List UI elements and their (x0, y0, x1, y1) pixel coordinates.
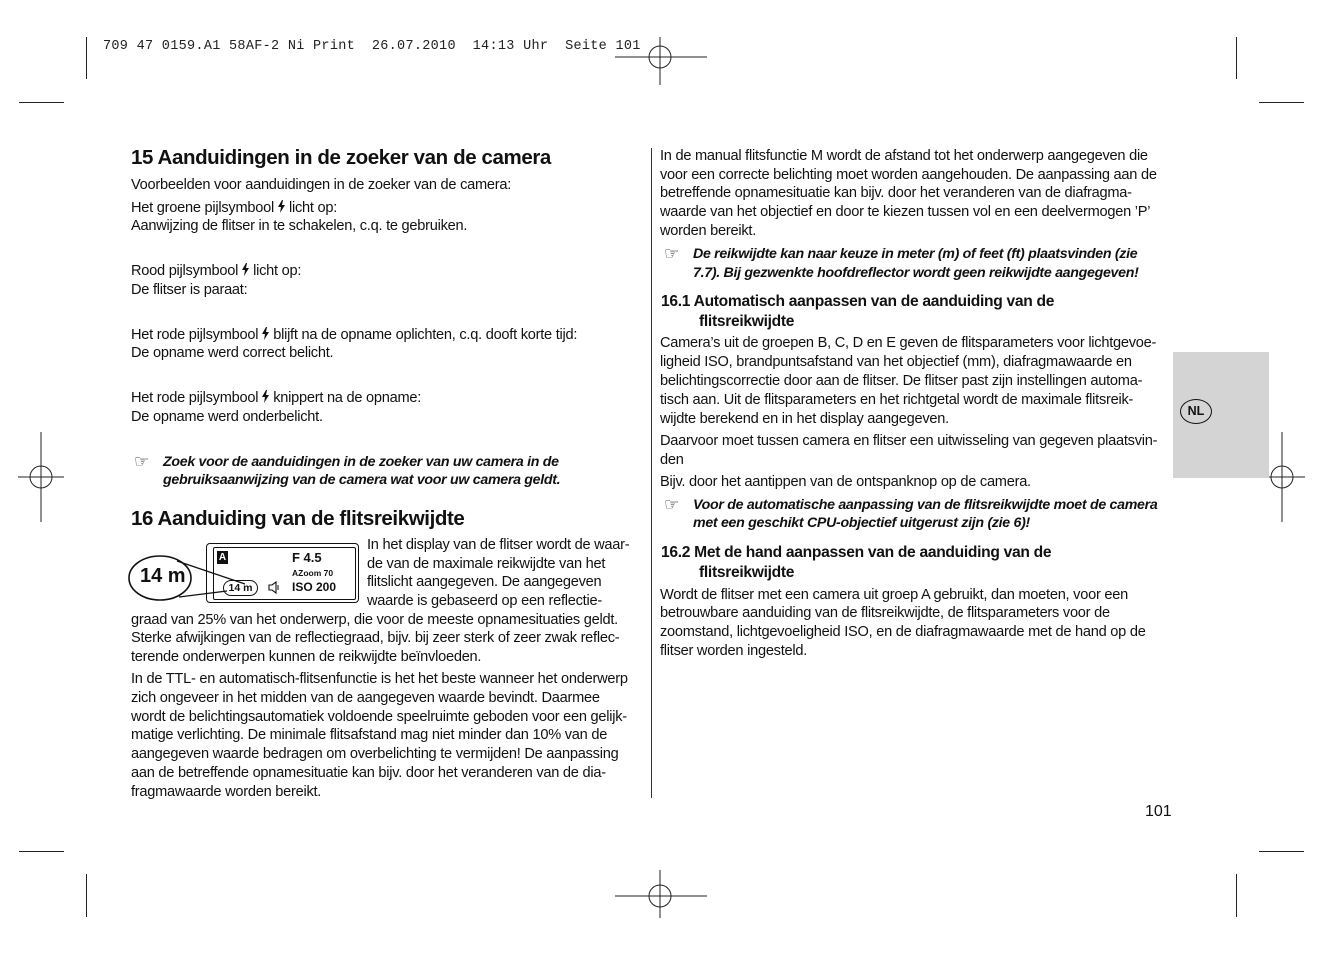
page-number: 101 (1145, 803, 1172, 820)
registration-mark-left (18, 432, 64, 522)
paragraph-line: Aanwijzing de flitser in te schakelen, c.q. te gebruiken. (131, 218, 468, 234)
flash-arrow-icon (241, 263, 250, 276)
paragraph-line: Camera’s uit de groepen B, C, D en E geven de flitsparameters voor lichtgevoe- (660, 335, 1157, 351)
paragraph-line: belichtingscorrectie door aan de flitser. De flitser past zijn instellingen automa- (660, 373, 1143, 389)
crop-mark (1259, 851, 1304, 852)
paragraph-line: den (660, 452, 684, 468)
paragraph-line: flitslicht aangegeven. De aangegeven (367, 574, 602, 590)
paragraph-line: zich ongeveer in het midden van de aangegeven waarde bevindt. Daarmee (131, 690, 600, 706)
note-line: gebruiksaanwijzing van de camera wat voor uw camera geldt. (163, 472, 561, 488)
range-value-large: 14 m (140, 565, 186, 587)
pointing-hand-icon: ☞ (134, 452, 150, 471)
text: Het groene pijlsymbool (131, 200, 274, 216)
paragraph-line: De flitser is paraat: (131, 282, 248, 298)
paragraph-line: fragmawaarde worden bereikt. (131, 784, 322, 800)
paragraph-line: betrouwbare aanduiding van de flitsreikwijdte, de flitsparameters voor de (660, 605, 1110, 621)
flash-arrow-icon (261, 390, 270, 403)
flash-arrow-icon (277, 200, 286, 213)
paragraph-line: graad van 25% van het onderwerp, die voor de meeste opnamesituaties geldt. (131, 612, 618, 628)
paragraph-line: waarde is gebaseerd op een reflectie- (367, 593, 602, 609)
language-badge: NL (1180, 399, 1212, 424)
speaker-icon (268, 581, 280, 594)
text: Het rode pijlsymbool (131, 327, 259, 343)
section-16-1-title: 16.1 Automatisch aanpassen van de aanduiding van de (661, 293, 1055, 310)
crop-mark (1236, 37, 1237, 79)
text: blijft na de opname oplichten, c.q. dooft korte tijd: (273, 327, 578, 343)
paragraph-line: de van de maximale reikwijdte van het (367, 556, 606, 572)
range-value-small: 14 m (223, 580, 258, 596)
crop-mark (1259, 102, 1304, 103)
pointing-hand-icon: ☞ (664, 495, 680, 514)
text: Rood pijlsymbool (131, 263, 239, 279)
paragraph-line: Sterke afwijkingen van de reflectiegraad, bijv. bij zeer sterk of zeer zwak reflec- (131, 630, 620, 646)
paragraph-line: wordt de belichtingsautomatiek voldoende speelruimte geboden voor een gelijk- (131, 709, 627, 725)
iso-value: ISO 200 (292, 580, 337, 594)
pointing-hand-icon: ☞ (664, 244, 680, 263)
paragraph-line: tisch aan. Uit de flitsparameters en het richtgetal wordt de maximale flitsreik- (660, 392, 1134, 408)
registration-mark-top (615, 37, 707, 85)
paragraph-line: matige verlichting. De minimale flitsafstand mag niet minder dan 10% van de (131, 727, 608, 743)
crop-mark (86, 874, 87, 917)
paragraph-line: ligheid ISO, brandpuntsafstand van het objectief (mm), diafragmawaarde en (660, 354, 1132, 370)
paragraph-line: In de manual flitsfunctie M wordt de afstand tot het onderwerp aangegeven die (660, 148, 1148, 164)
paragraph-line: worden bereikt. (660, 223, 757, 239)
paragraph-line (131, 199, 337, 218)
paragraph-line: betreffende opnamesituatie kan bijv. door het veranderen van de diafragma- (660, 185, 1132, 201)
paragraph-line (131, 262, 301, 281)
section-15-title: 15 Aanduidingen in de zoeker van de camera (131, 146, 551, 169)
print-slug: 709 47 0159.A1 58AF-2 Ni Print 26.07.2010 14:13 Uhr Seite 101 (103, 39, 641, 54)
crop-mark (19, 851, 64, 852)
aperture-value: F 4.5 (292, 550, 322, 565)
crop-mark (86, 37, 87, 79)
text: licht op: (253, 263, 302, 279)
section-16-1-title-cont: flitsreikwijdte (699, 313, 795, 330)
paragraph-line: Bijv. door het aantippen van de ontspanknop op de camera. (660, 474, 1031, 490)
section-16-2-title-cont: flitsreikwijdte (699, 564, 795, 581)
zoom-value: AZoom 70 (292, 568, 334, 578)
mode-indicator: A (218, 552, 227, 563)
paragraph-line: wijdte berekend en in het display aangegeven. (660, 411, 949, 427)
paragraph-line: waarde van het objectief en door te kiezen tussen vol en een deelvermogen ’P’ (660, 204, 1151, 220)
section-16-title: 16 Aanduiding van de flitsreikwijdte (131, 507, 465, 530)
crop-mark (19, 102, 64, 103)
paragraph-line: In het display van de flitser wordt de waar- (367, 537, 630, 553)
paragraph-line: aangegeven waarde bedragen om overbelichting te vermijden! De aanpassing (131, 746, 619, 762)
column-divider (651, 148, 652, 798)
crop-mark (1236, 874, 1237, 917)
note-line: met een geschikt CPU-objectief uitgerust zijn (zie 6)! (693, 515, 1030, 531)
registration-mark-bottom (615, 870, 707, 918)
paragraph-line: voor een correcte belichting moet worden aangehouden. De aanpassing aan de (660, 167, 1157, 183)
section-15-intro: Voorbeelden voor aanduidingen in de zoeker van de camera: (131, 177, 512, 193)
paragraph-line: In de TTL- en automatisch-flitsenfunctie is het het beste wanneer het onderwerp (131, 671, 628, 687)
paragraph-line: De opname werd onderbelicht. (131, 409, 323, 425)
text: knippert na de opname: (273, 390, 422, 406)
paragraph-line: terende onderwerpen kunnen de reikwijdte beïnvloeden. (131, 649, 482, 665)
paragraph-line: aan de betreffende opnamesituatie kan bijv. door het veranderen van de dia- (131, 765, 606, 781)
text: licht op: (288, 200, 337, 216)
flash-arrow-icon (261, 327, 270, 340)
paragraph-line: zoomstand, lichtgevoeligheid ISO, en de diafragmawaarde met de hand op de (660, 624, 1146, 640)
note-line: De reikwijdte kan naar keuze in meter (m) of feet (ft) plaatsvinden (zie (693, 246, 1138, 262)
paragraph-line (131, 326, 577, 345)
text: Het rode pijlsymbool (131, 390, 259, 406)
note-line: Voor de automatische aanpassing van de flitsreikwijdte moet de camera (693, 497, 1158, 513)
paragraph-line: flitser worden ingesteld. (660, 643, 808, 659)
paragraph-line (131, 389, 421, 408)
paragraph-line: Daarvoor moet tussen camera en flitser een uitwisseling van gegeven plaatsvin- (660, 433, 1158, 449)
paragraph-line: De opname werd correct belicht. (131, 345, 334, 361)
note-line: Zoek voor de aanduidingen in de zoeker van uw camera in de (163, 454, 559, 470)
note-line: 7.7). Bij gezwenkte hoofdreflector wordt geen reikwijdte aangegeven! (693, 265, 1139, 281)
section-16-2-title: 16.2 Met de hand aanpassen van de aanduiding van de (661, 544, 1052, 561)
paragraph-line: Wordt de flitser met een camera uit groep A gebruikt, dan moeten, voor een (660, 587, 1128, 603)
